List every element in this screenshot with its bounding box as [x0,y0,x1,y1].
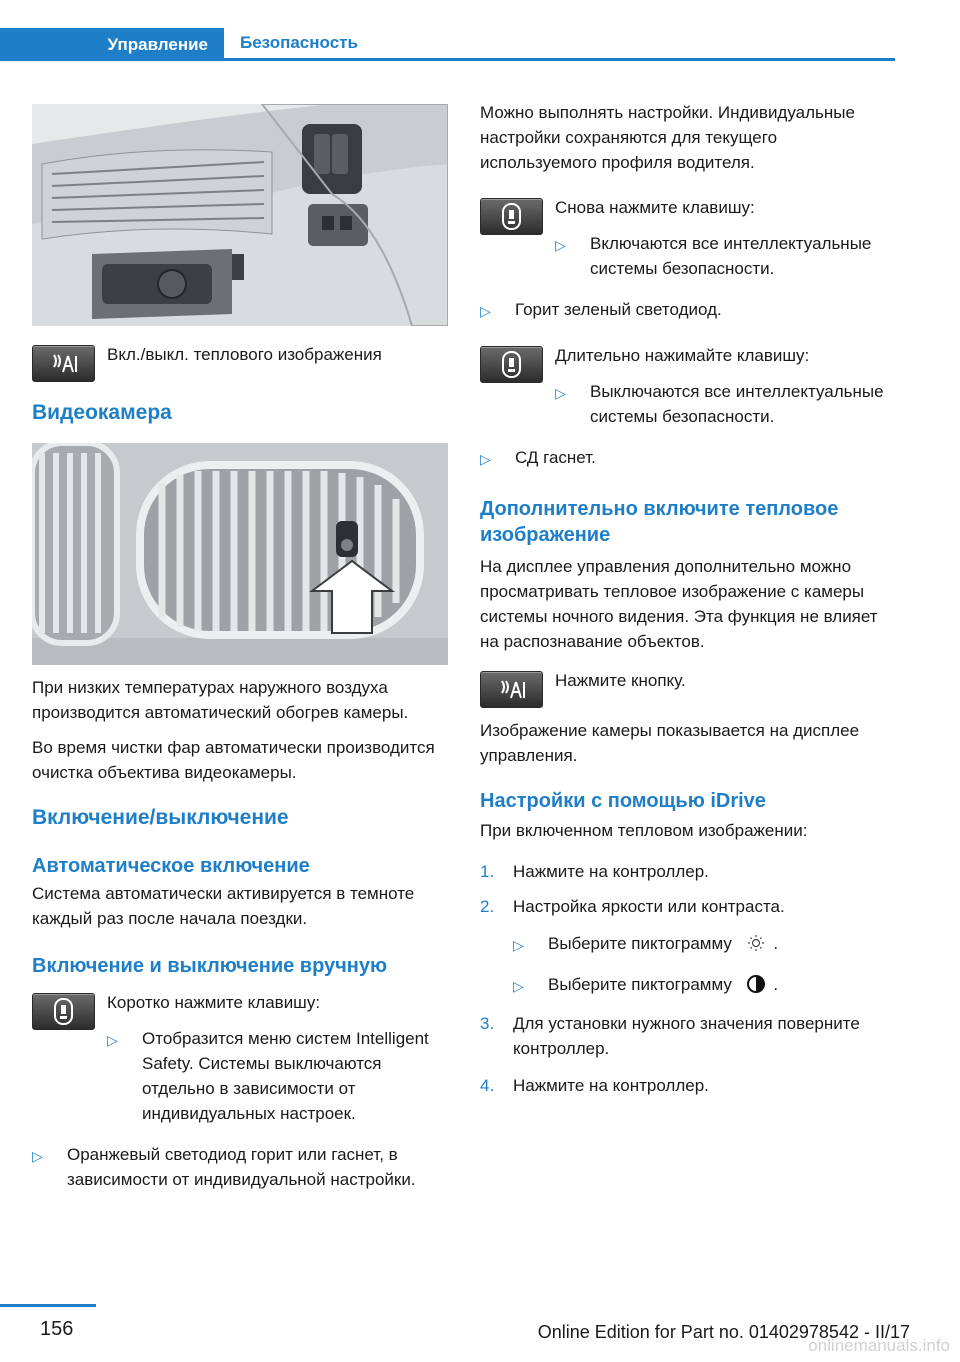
tab-safety[interactable]: Безопасность [240,33,358,52]
paragraph-auto: Система автоматически активируется в темноте каждый раз после начала поездки. [32,884,415,928]
long-press-text: Длительно нажимайте клавишу: [555,346,810,365]
dashboard-photo [32,104,448,326]
step-2: 2. Настройка яркости или контраста. [480,897,785,916]
heading-camera: Видеокамера [32,401,172,424]
press-again-text: Снова нажмите клавишу: [555,198,755,217]
paragraph-heating: При низких температурах наружного воздуха производится автоматический обогрев камеры. [32,678,409,722]
paragraph-cleaning: Во время чистки фар автоматически производится очистка объектива видеокамеры. [32,738,435,782]
edition-line: Online Edition for Part no. 01402978542 - II/17 [537,1322,910,1342]
short-press-text: Коротко нажмите клавишу: [107,993,321,1012]
paragraph-shown: Изображение камеры показывается на дисплее управления. [480,721,860,765]
bullet-led-off: ▷ СД гаснет. [480,445,896,470]
night-vision-icon [480,671,543,708]
heading-auto: Автоматическое включение [32,855,310,877]
paragraph-additional: На дисплее управления дополнительно можно просматривать тепловое изображение с камеры системы ночного видения. Эта функция не влияет на распознавание объектов. [480,557,878,651]
press-button-text: Нажмите кнопку. [555,671,686,690]
heading-manual: Включение и выключение вручную [32,955,388,977]
contrast-icon [743,974,769,994]
intelligent-safety-icon [480,346,543,383]
bullet-orange-led: ▷ Оранжевый светодиод горит или гаснет, в зависимости от индивидуальной настройки. [32,1145,416,1189]
heading-additional-thermal: Дополнительно включите тепловое изображение [480,498,839,546]
thermal-toggle-row [32,342,448,398]
footer-rule [0,1304,96,1307]
page-number: 156 [40,1318,74,1340]
sub-bullet-brightness: ▷ Выберите пиктограмму . [513,931,896,956]
bullet-icon: ▷ [513,978,524,994]
step-4: 4. Нажмите на контроллер. [480,1076,709,1095]
bullet-icon: ▷ [555,385,566,401]
bullet-all-on: ▷ Включаются все интеллектуальные системы безопасности. [555,234,872,278]
bullet-icon: ▷ [513,937,524,953]
bullet-icon: ▷ [480,303,491,319]
night-vision-icon [32,345,95,382]
paragraph-when-on: При включенном тепловом изображении: [480,821,808,840]
intelligent-safety-icon [32,993,95,1030]
bullet-icon: ▷ [107,1032,118,1048]
bullet-icon: ▷ [32,1148,43,1164]
heading-onoff: Включение/выключение [32,806,289,829]
header-rule [0,58,895,61]
grille-camera-photo [32,443,448,665]
step-3: 3. Для установки нужного значения поверните контроллер. [480,1014,860,1058]
bullet-icon: ▷ [555,237,566,253]
short-press-row [32,990,448,1026]
sun-icon [743,934,769,952]
thermal-toggle-caption: Вкл./выкл. теплового изображения [107,345,382,364]
bullet-all-off: ▷ Выключаются все интеллектуальные системы безопасности. [555,382,884,426]
intelligent-safety-icon [480,198,543,235]
tab-control[interactable]: Управление [0,28,224,61]
sub-bullet-contrast: ▷ Выберите пиктограмму . [513,972,896,997]
chapter-tabs [0,28,895,61]
heading-idrive: Настройки с помощью iDrive [480,790,766,812]
bullet-menu: ▷ Отобразится меню систем Intelligent Safety. Системы выключаются отдельно в зависимости от индивидуальных настроек. [107,1029,429,1123]
bullet-green-led: ▷ Горит зеленый светодиод. [480,297,896,322]
bullet-icon: ▷ [480,451,491,467]
press-button-row [480,668,896,714]
step-1: 1. Нажмите на контроллер. [480,862,709,881]
left-column [32,104,448,1192]
right-column [480,100,896,1098]
paragraph-settings: Можно выполнять настройки. Индивидуальные настройки сохраняются для текущего используемого профиля водителя. [480,103,855,172]
watermark: onlinemanuals.info [808,1336,950,1355]
press-again-row [480,195,896,231]
long-press-row [480,343,896,379]
